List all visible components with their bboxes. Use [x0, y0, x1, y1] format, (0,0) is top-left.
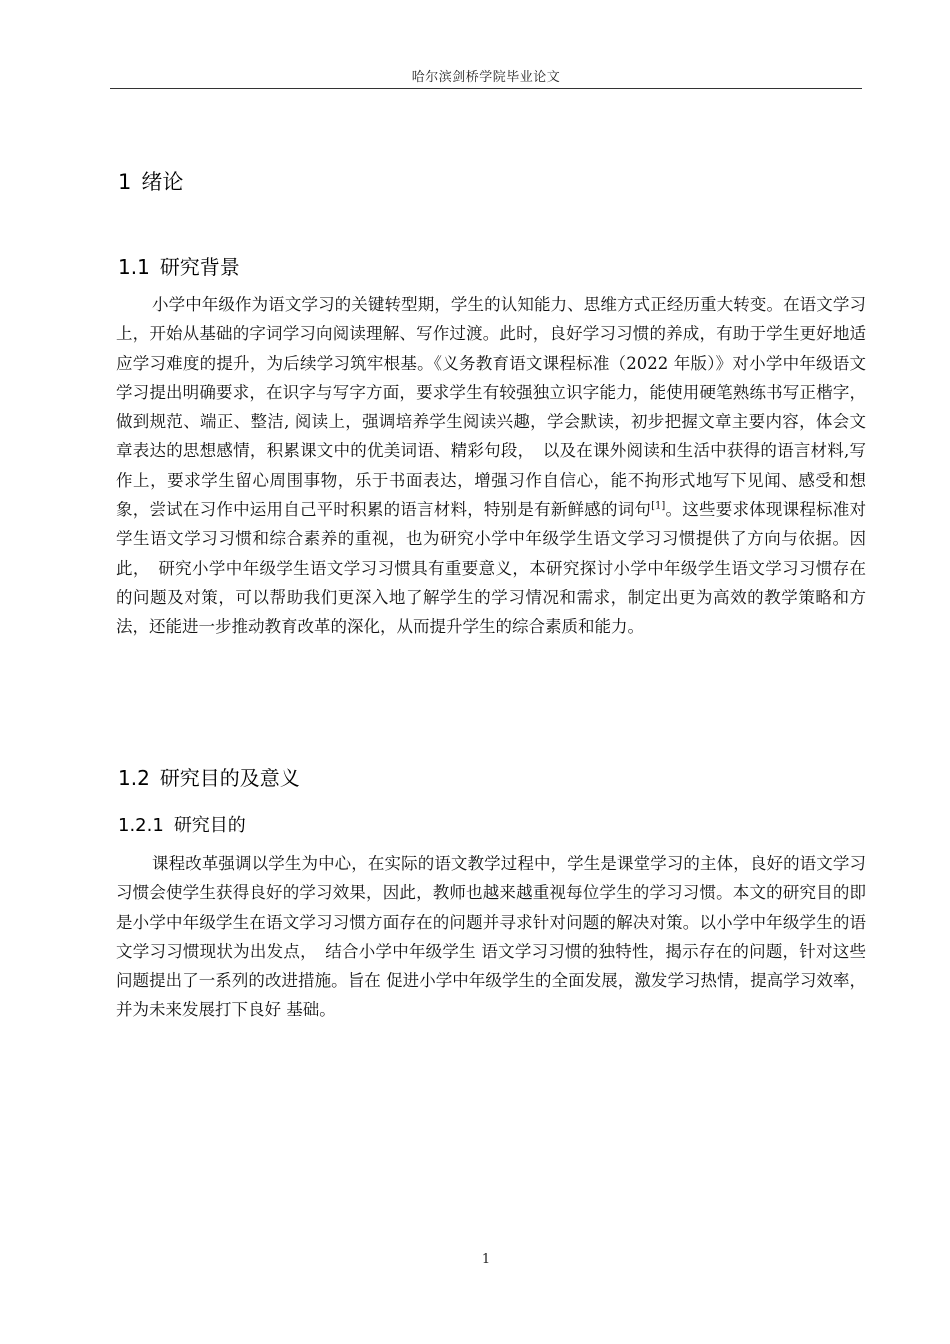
background-text-part-1: 小学中年级作为语文学习的关键转型期，学生的认知能力、思维方式正经历重大转变。在语文学习上，开始从基础的字词学习向阅读理解、写作过渡。此时，良好学习习惯的养成，有助于学生更好地适应学习难度的提升，为后续学习筑牢根基。《义务教育语文课程标准（2022 年版）》对小学中年级语文学习提出明确要求，在识字与写字方面，要求学生有较强独立识字能力，能使用硬笔熟练书写正楷字，做到规范、端正、整洁, 阅读上，强调培养学生阅读兴趣，学会默读，初步把握文章主要内容，体会文章表达的思想感情，积累课文中的优美词语、精彩句段， 以及在课外阅读和生活中获得的语言材料,写作上，要求学生留心周围事物，乐于书面表达，增强习作自信心，能不拘形式地写下见闻、感受和想象，尝试在习作中运用自己平时积累的语言材料，特别是有新鲜感的词句	[116, 295, 866, 520]
section-heading-1-2	[118, 762, 300, 791]
section-title-1-2: 研究目的及意义	[159, 766, 300, 790]
page-number: 1	[481, 1252, 491, 1267]
section-heading-1-1	[118, 251, 240, 280]
chapter-title: 绪论	[141, 170, 184, 194]
citation-ref-1[interactable]: [1]	[651, 500, 666, 512]
subsection-title-1-2-1: 研究目的	[173, 815, 246, 836]
subsection-heading-1-2-1	[118, 811, 246, 837]
header-rule	[110, 88, 862, 89]
chapter-number: 1	[118, 170, 132, 194]
section-number-1-2: 1.2	[118, 766, 150, 790]
section-title-1-1: 研究背景	[159, 255, 240, 279]
chapter-heading	[118, 166, 183, 196]
subsection-number-1-2-1: 1.2.1	[118, 815, 164, 836]
background-text-part-2: 。这些要求体现课程标准对学生语文学习习惯和综合素养的重视，也为研究小学中年级学生语文学习习惯提供了方向与依据。因此， 研究小学中年级学生语文学习习惯具有重要意义，本研究探讨小学中年级学生语文学习习惯存在的问题及对策，可以帮助我们更深入地了解学生的学习情况和需求，制定出更为高效的教学策略和方法，还能进一步推动教育改革的深化，从而提升学生的综合素质和能力。	[116, 500, 867, 637]
page-header: 哈尔滨剑桥学院毕业论文	[411, 70, 561, 85]
purpose-paragraph: 课程改革强调以学生为中心，在实际的语文教学过程中，学生是课堂学习的主体，良好的语文学习习惯会使学生获得良好的学习效果，因此，教师也越来越重视每位学生的学习习惯。本文的研究目的即是小学中年级学生在语文学习习惯方面存在的问题并寻求针对问题的解决对策。以小学中年级学生的语文学习习惯现状为出发点， 结合小学中年级学生 语文学习习惯的独特性，揭示存在的问题，针对这些问题提出了一系列的改进措施。旨在 促进小学中年级学生的全面发展，激发学习热情，提高学习效率，并为未来发展打下良好 基础。	[116, 854, 866, 1020]
background-paragraph	[116, 290, 866, 642]
section-number-1-1: 1.1	[118, 255, 150, 279]
